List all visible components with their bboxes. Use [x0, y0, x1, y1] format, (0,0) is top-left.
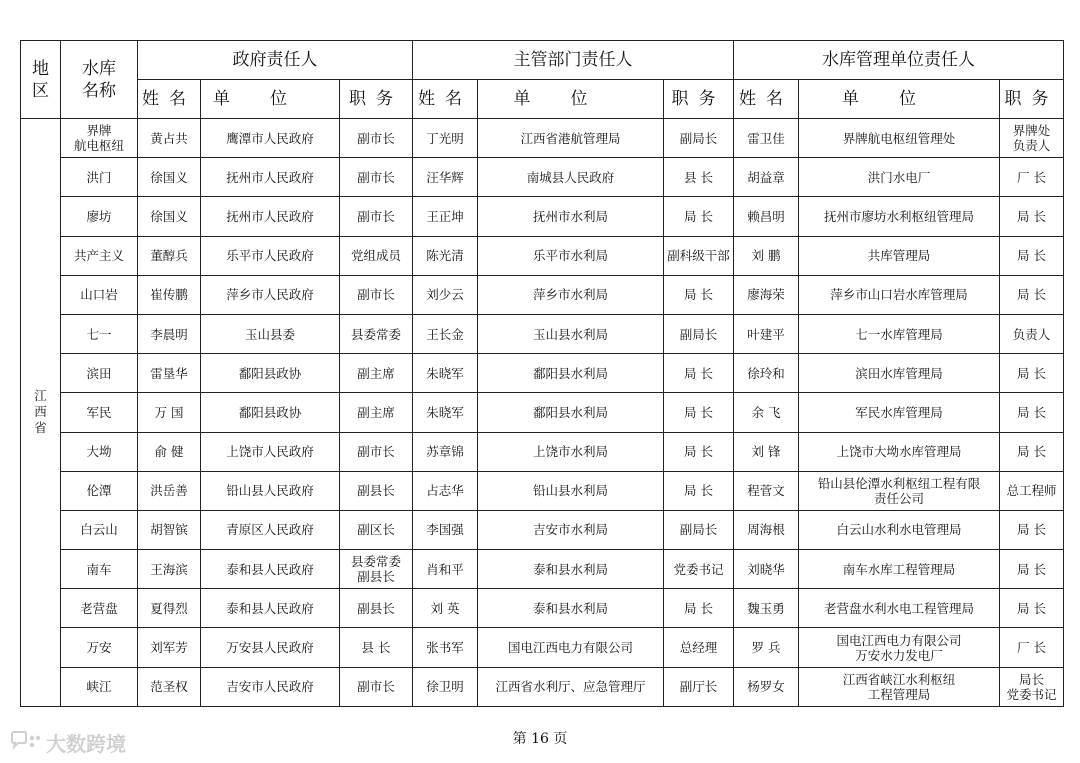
- cell-unit-unit: 白云山水利水电管理局: [799, 510, 1000, 549]
- cell-gov-name: 刘军芳: [138, 628, 201, 667]
- cell-unit-unit: 军民水库管理局: [799, 393, 1000, 432]
- header-dept-group: 主管部门责任人: [413, 41, 734, 80]
- cell-unit-name: 刘 锋: [734, 432, 799, 471]
- header-gov-name: 姓名: [138, 80, 201, 119]
- header-region: [21, 41, 61, 119]
- region-char: 省: [34, 420, 47, 436]
- table-row: [21, 628, 1064, 667]
- cell-dept-name: 占志华: [413, 471, 478, 510]
- cell-reservoir: 万安: [61, 628, 138, 667]
- cell-reservoir: 军民: [61, 393, 138, 432]
- cell-gov-duty: 副县长: [340, 471, 413, 510]
- region-cell: [21, 119, 61, 707]
- cell-unit-name: 廖海荣: [734, 275, 799, 314]
- table-row: [21, 550, 1064, 589]
- table-row: [21, 236, 1064, 275]
- cell-dept-duty: 副厅长: [664, 667, 734, 706]
- cell-dept-name: 朱晓军: [413, 393, 478, 432]
- cell-unit-duty: 局 长: [1000, 432, 1064, 471]
- cell-unit-unit: 南车水库工程管理局: [799, 550, 1000, 589]
- header-gov-duty: 职务: [340, 80, 413, 119]
- cell-dept-duty: 局 长: [664, 393, 734, 432]
- cell-dept-duty: 局 长: [664, 354, 734, 393]
- cell-reservoir: 界牌 航电枢纽: [61, 119, 138, 158]
- cell-dept-unit: 泰和县水利局: [478, 589, 664, 628]
- cell-dept-unit: 国电江西电力有限公司: [478, 628, 664, 667]
- cell-reservoir: 白云山: [61, 510, 138, 549]
- cell-dept-name: 刘 英: [413, 589, 478, 628]
- header-unit-duty: 职务: [1000, 80, 1064, 119]
- cell-dept-unit: 鄱阳县水利局: [478, 354, 664, 393]
- cell-unit-unit: 老营盘水利水电工程管理局: [799, 589, 1000, 628]
- cell-gov-unit: 抚州市人民政府: [201, 158, 340, 197]
- cell-unit-unit: 七一水库管理局: [799, 314, 1000, 353]
- cell-dept-unit: 铅山县水利局: [478, 471, 664, 510]
- cell-dept-unit: 萍乡市水利局: [478, 275, 664, 314]
- cell-unit-duty: 厂 长: [1000, 628, 1064, 667]
- cell-gov-unit: 铅山县人民政府: [201, 471, 340, 510]
- cell-reservoir: 七一: [61, 314, 138, 353]
- cell-dept-duty: 副局长: [664, 119, 734, 158]
- cell-reservoir: 南车: [61, 550, 138, 589]
- speech-bubble-logo-icon: [8, 730, 42, 756]
- header-unit-group: 水库管理单位责任人: [734, 41, 1064, 80]
- page-number: 第 16 页: [512, 731, 568, 747]
- cell-unit-duty: 厂 长: [1000, 158, 1064, 197]
- cell-unit-unit: 萍乡市山口岩水库管理局: [799, 275, 1000, 314]
- table-row: [21, 197, 1064, 236]
- cell-gov-unit: 乐平市人民政府: [201, 236, 340, 275]
- cell-unit-duty: 局 长: [1000, 275, 1064, 314]
- cell-gov-name: 崔传鹏: [138, 275, 201, 314]
- cell-dept-duty: 县 长: [664, 158, 734, 197]
- cell-unit-duty: 局 长: [1000, 197, 1064, 236]
- cell-dept-name: 刘少云: [413, 275, 478, 314]
- cell-reservoir: 老营盘: [61, 589, 138, 628]
- header-unit-unit: 单位: [799, 80, 1000, 119]
- table-row: [21, 432, 1064, 471]
- cell-unit-name: 赖昌明: [734, 197, 799, 236]
- cell-unit-name: 余 飞: [734, 393, 799, 432]
- cell-reservoir: 大坳: [61, 432, 138, 471]
- cell-unit-name: 叶建平: [734, 314, 799, 353]
- cell-gov-name: 李晨明: [138, 314, 201, 353]
- cell-gov-name: 万 国: [138, 393, 201, 432]
- table-row: [21, 314, 1064, 353]
- header-dept-unit: 单位: [478, 80, 664, 119]
- watermark: [8, 728, 126, 757]
- cell-unit-duty: 局长 党委书记: [1000, 667, 1064, 706]
- cell-dept-unit: 江西省港航管理局: [478, 119, 664, 158]
- region-char: 江: [34, 388, 47, 404]
- cell-dept-unit: 吉安市水利局: [478, 510, 664, 549]
- cell-gov-unit: 抚州市人民政府: [201, 197, 340, 236]
- table-row: [21, 354, 1064, 393]
- cell-dept-unit: 泰和县水利局: [478, 550, 664, 589]
- cell-dept-duty: 副局长: [664, 510, 734, 549]
- header-unit-name: 姓名: [734, 80, 799, 119]
- table-row: [21, 393, 1064, 432]
- cell-gov-duty: 副市长: [340, 197, 413, 236]
- cell-unit-duty: 局 长: [1000, 550, 1064, 589]
- cell-gov-name: 胡智镔: [138, 510, 201, 549]
- cell-unit-duty: 局 长: [1000, 589, 1064, 628]
- region-char: 西: [34, 404, 47, 420]
- cell-gov-duty: 副县长: [340, 589, 413, 628]
- cell-gov-duty: 副市长: [340, 119, 413, 158]
- cell-unit-duty: 局 长: [1000, 393, 1064, 432]
- cell-gov-duty: 副市长: [340, 275, 413, 314]
- header-dept-duty: 职务: [664, 80, 734, 119]
- cell-gov-duty: 党组成员: [340, 236, 413, 275]
- cell-gov-unit: 吉安市人民政府: [201, 667, 340, 706]
- cell-dept-unit: 玉山县水利局: [478, 314, 664, 353]
- cell-dept-name: 王正坤: [413, 197, 478, 236]
- cell-dept-duty: 副科级干部: [664, 236, 734, 275]
- table-row: [21, 158, 1064, 197]
- cell-dept-unit: 江西省水利厅、应急管理厅: [478, 667, 664, 706]
- cell-gov-name: 徐国义: [138, 197, 201, 236]
- cell-reservoir: 共产主义: [61, 236, 138, 275]
- table-row: [21, 667, 1064, 706]
- cell-dept-unit: 鄱阳县水利局: [478, 393, 664, 432]
- cell-gov-duty: 县委常委 副县长: [340, 550, 413, 589]
- header-gov-group: 政府责任人: [138, 41, 413, 80]
- header-reservoir-text: 水库名称: [82, 58, 116, 101]
- cell-gov-unit: 泰和县人民政府: [201, 589, 340, 628]
- cell-gov-name: 洪岳善: [138, 471, 201, 510]
- cell-gov-name: 董醇兵: [138, 236, 201, 275]
- cell-reservoir: 山口岩: [61, 275, 138, 314]
- cell-dept-name: 苏章锦: [413, 432, 478, 471]
- cell-unit-duty: 局 长: [1000, 354, 1064, 393]
- cell-dept-unit: 抚州市水利局: [478, 197, 664, 236]
- cell-dept-duty: 局 长: [664, 197, 734, 236]
- cell-gov-duty: 副市长: [340, 158, 413, 197]
- cell-dept-name: 朱晓军: [413, 354, 478, 393]
- cell-unit-duty: 局 长: [1000, 510, 1064, 549]
- cell-dept-unit: 乐平市水利局: [478, 236, 664, 275]
- cell-unit-name: 罗 兵: [734, 628, 799, 667]
- cell-unit-name: 雷卫佳: [734, 119, 799, 158]
- cell-gov-duty: 副主席: [340, 393, 413, 432]
- cell-gov-duty: 县委常委: [340, 314, 413, 353]
- cell-unit-unit: 铅山县伦潭水利枢纽工程有限 责任公司: [799, 471, 1000, 510]
- cell-gov-duty: 副区长: [340, 510, 413, 549]
- cell-unit-name: 刘 鹏: [734, 236, 799, 275]
- cell-gov-unit: 玉山县委: [201, 314, 340, 353]
- table-row: [21, 471, 1064, 510]
- cell-unit-unit: 界牌航电枢纽管理处: [799, 119, 1000, 158]
- header-region-text: 地区: [32, 58, 49, 101]
- header-reservoir: [61, 41, 138, 119]
- header-dept-name: 姓名: [413, 80, 478, 119]
- cell-unit-duty: 界牌处 负责人: [1000, 119, 1064, 158]
- cell-unit-name: 周海根: [734, 510, 799, 549]
- cell-unit-unit: 江西省峡江水利枢纽 工程管理局: [799, 667, 1000, 706]
- cell-unit-name: 徐玲和: [734, 354, 799, 393]
- cell-gov-unit: 鄱阳县政协: [201, 393, 340, 432]
- watermark-text: 大数跨境: [46, 732, 126, 756]
- cell-dept-name: 王长金: [413, 314, 478, 353]
- table-row: [21, 510, 1064, 549]
- cell-dept-unit: 上饶市水利局: [478, 432, 664, 471]
- cell-dept-name: 丁光明: [413, 119, 478, 158]
- cell-unit-unit: 滨田水库管理局: [799, 354, 1000, 393]
- cell-dept-name: 陈光清: [413, 236, 478, 275]
- cell-reservoir: 伦潭: [61, 471, 138, 510]
- cell-unit-duty: 总工程师: [1000, 471, 1064, 510]
- cell-gov-duty: 副市长: [340, 432, 413, 471]
- cell-unit-unit: 抚州市廖坊水利枢纽管理局: [799, 197, 1000, 236]
- cell-gov-unit: 鹰潭市人民政府: [201, 119, 340, 158]
- cell-dept-duty: 总经理: [664, 628, 734, 667]
- cell-gov-unit: 鄱阳县政协: [201, 354, 340, 393]
- cell-dept-duty: 副局长: [664, 314, 734, 353]
- cell-unit-name: 魏玉勇: [734, 589, 799, 628]
- cell-gov-name: 范圣权: [138, 667, 201, 706]
- cell-dept-name: 肖和平: [413, 550, 478, 589]
- cell-dept-duty: 局 长: [664, 432, 734, 471]
- table-row: [21, 275, 1064, 314]
- cell-unit-unit: 国电江西电力有限公司 万安水力发电厂: [799, 628, 1000, 667]
- cell-dept-duty: 局 长: [664, 471, 734, 510]
- cell-gov-duty: 副市长: [340, 667, 413, 706]
- cell-unit-unit: 共库管理局: [799, 236, 1000, 275]
- cell-dept-name: 汪华辉: [413, 158, 478, 197]
- cell-unit-unit: 洪门水电厂: [799, 158, 1000, 197]
- cell-gov-unit: 泰和县人民政府: [201, 550, 340, 589]
- cell-reservoir: 廖坊: [61, 197, 138, 236]
- cell-gov-name: 夏得烈: [138, 589, 201, 628]
- cell-unit-name: 程菅文: [734, 471, 799, 510]
- cell-dept-name: 徐卫明: [413, 667, 478, 706]
- cell-unit-unit: 上饶市大坳水库管理局: [799, 432, 1000, 471]
- cell-gov-duty: 副主席: [340, 354, 413, 393]
- reservoir-responsibility-table: [20, 40, 1064, 707]
- cell-reservoir: 峡江: [61, 667, 138, 706]
- cell-dept-unit: 南城县人民政府: [478, 158, 664, 197]
- cell-dept-name: 李国强: [413, 510, 478, 549]
- cell-dept-duty: 党委书记: [664, 550, 734, 589]
- cell-gov-name: 王海滨: [138, 550, 201, 589]
- cell-reservoir: 洪门: [61, 158, 138, 197]
- cell-unit-name: 胡益章: [734, 158, 799, 197]
- cell-gov-name: 黄占共: [138, 119, 201, 158]
- cell-gov-unit: 青原区人民政府: [201, 510, 340, 549]
- cell-dept-duty: 局 长: [664, 589, 734, 628]
- cell-unit-duty: 局 长: [1000, 236, 1064, 275]
- cell-gov-unit: 万安县人民政府: [201, 628, 340, 667]
- header-gov-unit: 单位: [201, 80, 340, 119]
- cell-unit-duty: 负责人: [1000, 314, 1064, 353]
- cell-gov-duty: 县 长: [340, 628, 413, 667]
- cell-gov-name: 俞 健: [138, 432, 201, 471]
- cell-dept-name: 张书军: [413, 628, 478, 667]
- cell-gov-unit: 萍乡市人民政府: [201, 275, 340, 314]
- cell-unit-name: 刘晓华: [734, 550, 799, 589]
- cell-gov-unit: 上饶市人民政府: [201, 432, 340, 471]
- table-row: [21, 119, 1064, 158]
- cell-dept-duty: 局 长: [664, 275, 734, 314]
- table-row: [21, 589, 1064, 628]
- cell-reservoir: 滨田: [61, 354, 138, 393]
- cell-unit-name: 杨罗女: [734, 667, 799, 706]
- cell-gov-name: 徐国义: [138, 158, 201, 197]
- cell-gov-name: 雷垦华: [138, 354, 201, 393]
